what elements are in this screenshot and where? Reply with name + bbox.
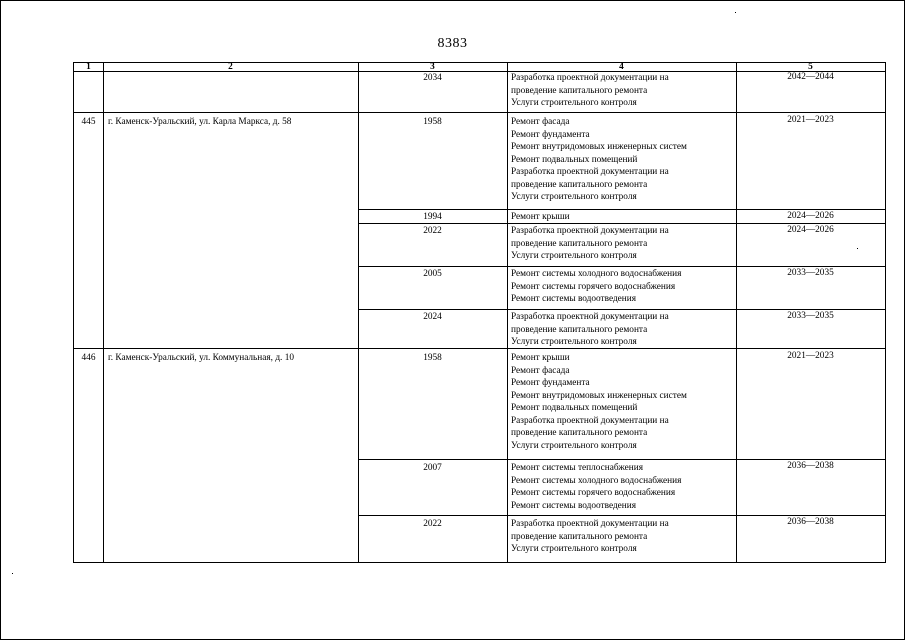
work-item: Ремонт системы водоотведения bbox=[511, 294, 637, 304]
work-item: Разработка проектной документации на bbox=[511, 167, 669, 177]
cell-works bbox=[511, 116, 687, 204]
work-item: проведение капитального ремонта bbox=[511, 179, 648, 190]
work-item: проведение капитального ремонта bbox=[511, 531, 648, 542]
cell-works bbox=[511, 311, 669, 349]
cell-works bbox=[511, 211, 570, 224]
work-item: Ремонт крыши bbox=[511, 212, 570, 222]
column-divider bbox=[507, 63, 508, 562]
scan-speck bbox=[857, 248, 858, 249]
cell-period: 2024—2026 bbox=[787, 225, 834, 235]
cell-works bbox=[511, 268, 681, 306]
cell-address: г. Каменск-Уральский, ул. Карла Маркса, д. 58 bbox=[108, 117, 292, 127]
header-cell-3: 3 bbox=[430, 62, 435, 72]
work-item: Услуги строительного контроля bbox=[511, 440, 637, 451]
work-item: Разработка проектной документации на bbox=[511, 519, 669, 529]
work-item: Ремонт фундамента bbox=[511, 129, 590, 140]
cell-year: 2034 bbox=[423, 73, 442, 83]
cell-year: 2022 bbox=[423, 226, 442, 236]
work-item: Услуги строительного контроля bbox=[511, 98, 637, 108]
cell-period: 2036—2038 bbox=[787, 461, 834, 471]
cell-year: 1958 bbox=[423, 353, 442, 363]
work-item: Ремонт крыши bbox=[511, 353, 570, 363]
cell-period: 2036—2038 bbox=[787, 517, 834, 527]
cell-works bbox=[511, 225, 669, 263]
cell-period: 2024—2026 bbox=[787, 211, 834, 221]
header-cell-4: 4 bbox=[619, 62, 624, 72]
work-item: Разработка проектной документации на bbox=[511, 73, 669, 83]
work-item: Ремонт подвальных помещений bbox=[511, 403, 638, 413]
work-item: проведение капитального ремонта bbox=[511, 324, 648, 335]
scan-speck bbox=[12, 573, 13, 574]
work-item: Ремонт подвальных помещений bbox=[511, 154, 638, 165]
cell-number: 446 bbox=[81, 353, 96, 363]
work-item: Ремонт фундамента bbox=[511, 378, 590, 388]
work-item: проведение капитального ремонта bbox=[511, 428, 648, 438]
cell-period: 2033—2035 bbox=[787, 311, 834, 321]
work-item: Ремонт фасада bbox=[511, 117, 570, 127]
scan-speck bbox=[735, 12, 736, 13]
cell-year: 2024 bbox=[423, 312, 442, 322]
work-item: Услуги строительного контроля bbox=[511, 544, 637, 554]
work-item: Ремонт системы горячего водоснабжения bbox=[511, 488, 676, 498]
cell-year: 1958 bbox=[423, 117, 442, 127]
cell-year: 2007 bbox=[423, 463, 442, 473]
header-cell-2: 2 bbox=[228, 62, 233, 72]
work-item: Разработка проектной документации на bbox=[511, 312, 669, 322]
cell-address: г. Каменск-Уральский, ул. Коммунальная, д. 10 bbox=[108, 353, 295, 363]
work-item: Ремонт внутридомовых инженерных систем bbox=[511, 390, 687, 401]
cell-year: 2005 bbox=[423, 269, 442, 279]
cell-year: 1994 bbox=[423, 212, 442, 222]
cell-works bbox=[511, 518, 669, 556]
page-number: 8383 bbox=[437, 36, 468, 51]
header-cell-5: 5 bbox=[808, 62, 813, 72]
work-item: Разработка проектной документации на bbox=[511, 226, 669, 236]
row-divider bbox=[74, 348, 885, 349]
work-item: Ремонт системы горячего водоснабжения bbox=[511, 281, 676, 292]
cell-period: 2033—2035 bbox=[787, 268, 834, 278]
header-cell-1: 1 bbox=[86, 62, 91, 72]
cell-number: 445 bbox=[81, 117, 96, 127]
work-item: Разработка проектной документации на bbox=[511, 415, 669, 426]
work-item: Услуги строительного контроля bbox=[511, 251, 637, 261]
work-item: Ремонт системы теплоснабжения bbox=[511, 463, 644, 473]
cell-works bbox=[511, 72, 669, 110]
cell-works bbox=[511, 462, 681, 512]
work-item: Ремонт системы холодного водоснабжения bbox=[511, 475, 682, 486]
cell-works bbox=[511, 352, 687, 452]
cell-period: 2042—2044 bbox=[787, 72, 834, 82]
work-item: Ремонт фасада bbox=[511, 365, 570, 376]
work-item: Ремонт системы водоотведения bbox=[511, 500, 637, 511]
column-divider bbox=[103, 63, 104, 562]
work-item: Услуги строительного контроля bbox=[511, 337, 637, 347]
work-item: Ремонт внутридомовых инженерных систем bbox=[511, 142, 687, 152]
cell-period: 2021—2023 bbox=[787, 115, 834, 125]
work-item: Ремонт системы холодного водоснабжения bbox=[511, 269, 682, 279]
cell-period: 2021—2023 bbox=[787, 351, 834, 361]
cell-year: 2022 bbox=[423, 519, 442, 529]
work-item: проведение капитального ремонта bbox=[511, 238, 648, 249]
repair-schedule-table bbox=[73, 62, 886, 563]
work-item: Услуги строительного контроля bbox=[511, 192, 637, 202]
row-divider bbox=[74, 112, 885, 113]
work-item: проведение капитального ремонта bbox=[511, 85, 648, 96]
